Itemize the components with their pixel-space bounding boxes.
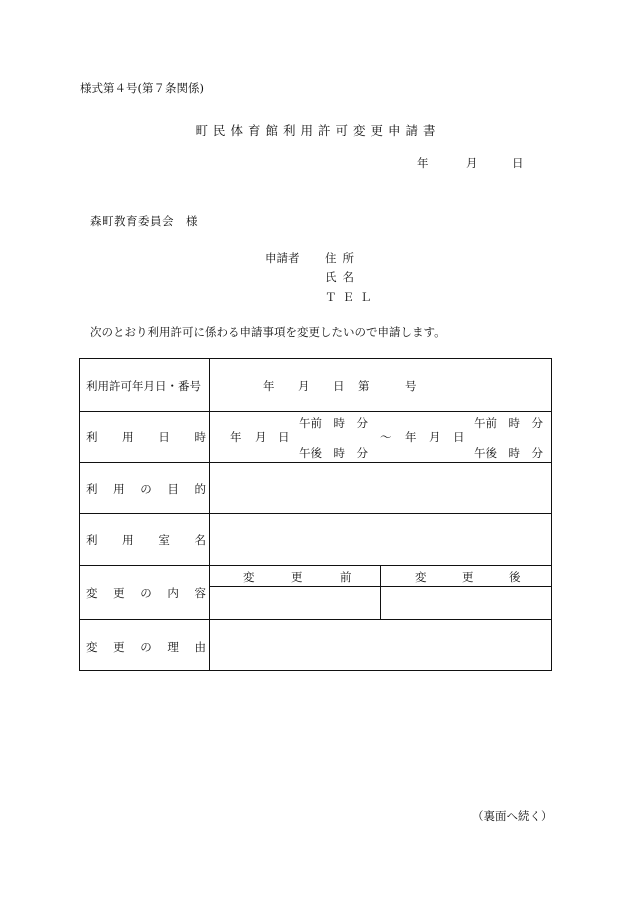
- start-pm-time: 午後 時 分: [299, 446, 368, 460]
- label-char: 用: [122, 533, 134, 547]
- after-char: 後: [509, 570, 521, 584]
- row-divider: [80, 565, 551, 566]
- end-year: 年: [405, 430, 417, 444]
- end-pm-time: 午後 時 分: [474, 446, 543, 460]
- label-char: の: [140, 482, 152, 496]
- tel-label: ＴＥＬ: [325, 290, 378, 304]
- permit-day: 日: [333, 379, 345, 393]
- label-char: 利: [86, 430, 98, 444]
- sub-column-divider: [380, 566, 381, 619]
- range-tilde: 〜: [380, 430, 392, 444]
- intro-text: 次のとおり利用許可に係わる申請事項を変更したいので申請します。: [90, 325, 446, 339]
- label-char: 更: [113, 586, 125, 600]
- date-year-label: 年: [417, 156, 429, 170]
- label-char: 名: [194, 533, 206, 547]
- room-name-label: [86, 532, 206, 548]
- label-char: 理: [167, 640, 179, 654]
- permit-number-suffix: 号: [405, 379, 417, 393]
- row-divider: [80, 462, 551, 463]
- label-char: 変: [86, 640, 98, 654]
- usage-purpose-label: [86, 481, 206, 497]
- change-content-label: [86, 585, 206, 601]
- label-char: 目: [167, 482, 179, 496]
- label-char: 利: [86, 482, 98, 496]
- label-char: 用: [113, 482, 125, 496]
- address-label: 住所: [325, 251, 360, 265]
- start-month: 月: [255, 430, 267, 444]
- label-char: 時: [194, 430, 206, 444]
- start-am-time: 午前 時 分: [299, 416, 368, 430]
- row-divider: [80, 619, 551, 620]
- column-divider: [209, 359, 210, 670]
- label-char: 利: [86, 533, 98, 547]
- end-month: 月: [429, 430, 441, 444]
- label-char: 用: [122, 430, 134, 444]
- label-char: 容: [194, 586, 206, 600]
- permit-year: 年: [263, 379, 275, 393]
- permit-month: 月: [298, 379, 310, 393]
- form-number: 様式第４号(第７条関係): [80, 81, 204, 95]
- label-char: 的: [194, 482, 206, 496]
- permit-dai: 第: [358, 379, 370, 393]
- before-char: 変: [243, 570, 255, 584]
- end-day: 日: [453, 430, 465, 444]
- end-am-time: 午前 時 分: [474, 416, 543, 430]
- document-title: 町民体育館利用許可変更申請書: [195, 123, 441, 138]
- label-char: の: [140, 586, 152, 600]
- row-divider: [80, 411, 551, 412]
- continued-note: （裏面へ続く）: [472, 809, 553, 823]
- addressee: 森町教育委員会 様: [90, 214, 198, 228]
- label-char: 由: [194, 640, 206, 654]
- date-month-label: 月: [466, 156, 478, 170]
- change-reason-label: [86, 639, 206, 655]
- before-char: 前: [340, 570, 352, 584]
- after-char: 更: [462, 570, 474, 584]
- start-day: 日: [278, 430, 290, 444]
- label-char: 日: [158, 430, 170, 444]
- row-divider: [80, 513, 551, 514]
- label-char: 変: [86, 586, 98, 600]
- label-char: 室: [158, 533, 170, 547]
- name-label: 氏名: [325, 270, 360, 284]
- permit-date-number-label: 利用許可年月日・番号: [86, 379, 201, 393]
- date-day-label: 日: [512, 156, 524, 170]
- label-char: 更: [113, 640, 125, 654]
- label-char: の: [140, 640, 152, 654]
- before-char: 更: [291, 570, 303, 584]
- application-table: [79, 358, 552, 671]
- label-char: 内: [167, 586, 179, 600]
- applicant-label: 申請者: [265, 251, 300, 265]
- usage-datetime-label: [86, 429, 206, 445]
- after-char: 変: [415, 570, 427, 584]
- start-year: 年: [230, 430, 242, 444]
